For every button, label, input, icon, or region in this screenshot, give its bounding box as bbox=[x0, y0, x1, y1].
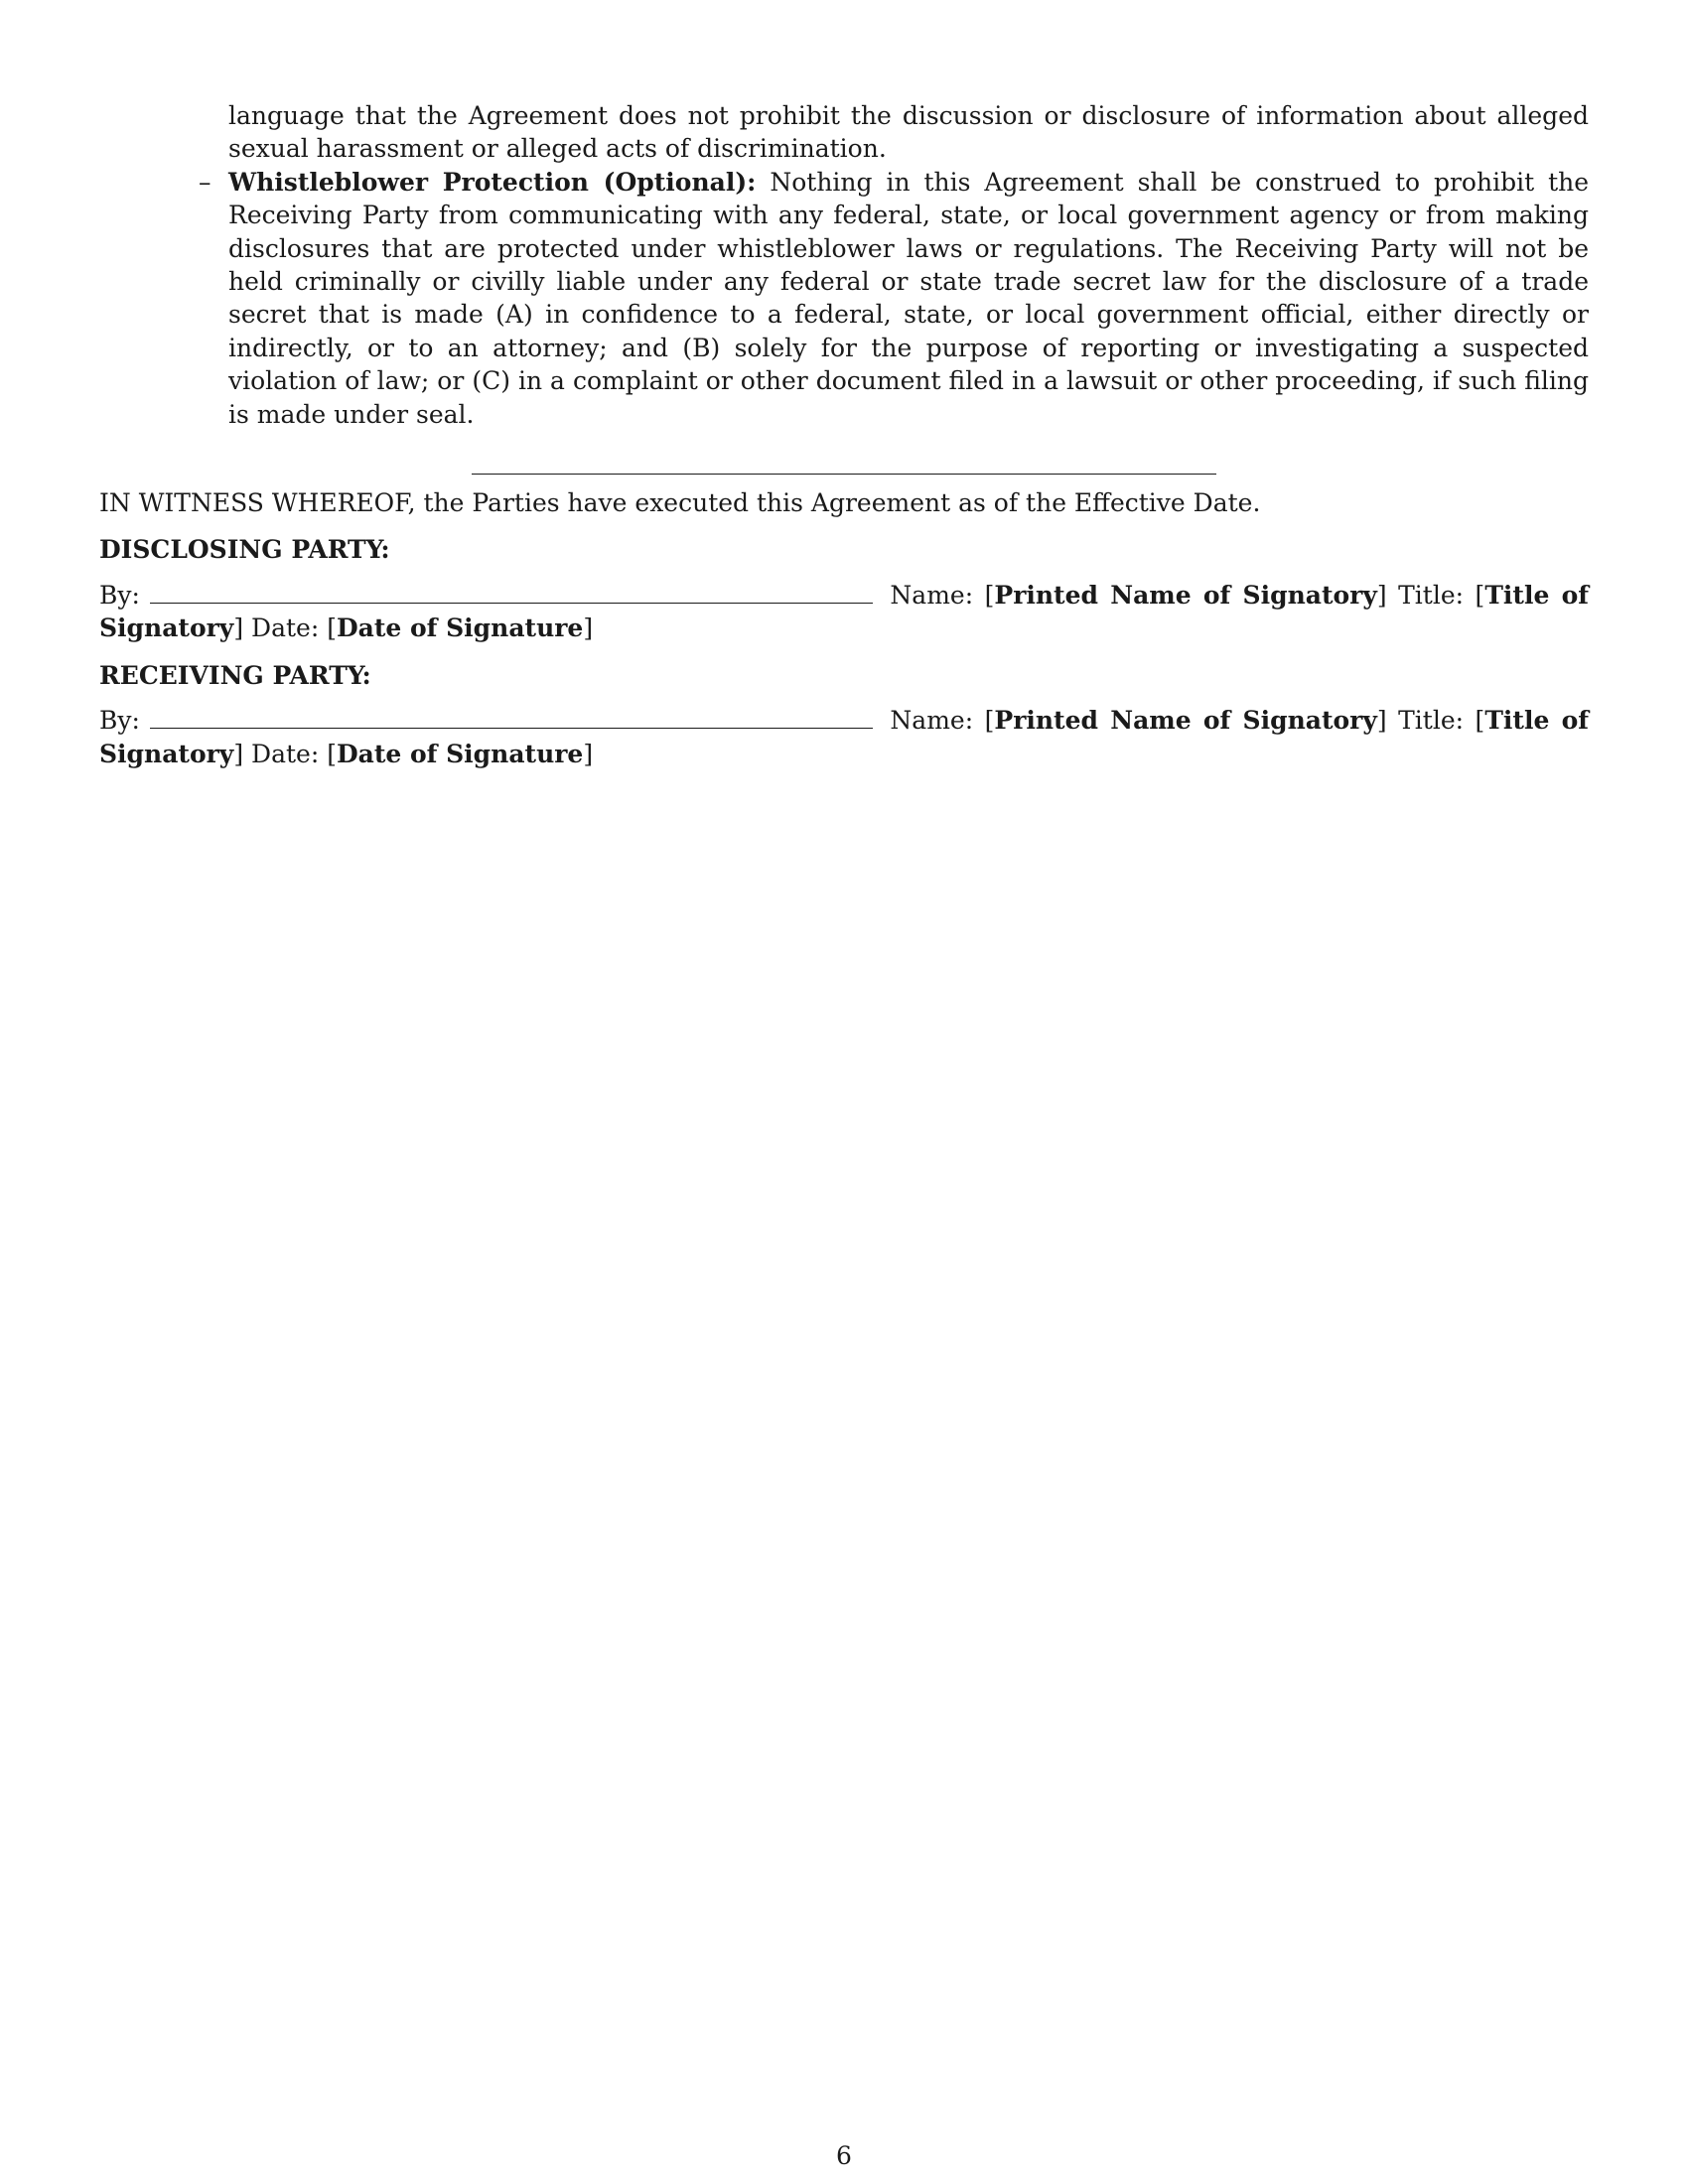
receiving-party-signature-block: By: Name: [Printed Name of Signatory] Title: [Title of Signatory] Date: [Date of Signature] bbox=[99, 706, 1590, 768]
section-divider bbox=[472, 474, 1216, 475]
name-placeholder: Printed Name of Signatory bbox=[994, 580, 1377, 610]
date-label: Date: bbox=[251, 614, 320, 643]
date-label: Date: bbox=[251, 739, 320, 768]
continuation-paragraph: language that the Agreement does not prohibit the discussion or disclosure of information about alleged sexual harassment or alleged acts of discrimination. bbox=[228, 101, 1589, 164]
name-label: Name: bbox=[890, 706, 974, 736]
name-placeholder: Printed Name of Signatory bbox=[994, 706, 1377, 736]
whistleblower-body: Nothing in this Agreement shall be construed to prohibit the Receiving Party from communicating with any federal, state, or local government agency or from making disclosures that are protected under whistleblower laws or regulations. The Receiving Party will not be held criminally or civilly liable under any federal or state trade secret law for the disclosure of a trade secret that is made (A) in confidence to a federal, state, or local government official, either directly or indirectly, or to an attorney; and (B) solely for the purpose of reporting or investigating a suspected violation of law; or (C) in a complaint or other document filed in a lawsuit or other proceeding, if such filing is made under seal. bbox=[228, 167, 1590, 429]
whistleblower-list-item bbox=[199, 166, 1590, 431]
document-page bbox=[99, 99, 1589, 770]
witness-statement: IN WITNESS WHEREOF, the Parties have executed this Agreement as of the Effective Date. bbox=[99, 488, 1261, 518]
disclosing-party-signature-block: By: Name: [Printed Name of Signatory] Title: [Title of Signatory] Date: [Date of Signature] bbox=[99, 580, 1590, 643]
page-number: 6 bbox=[836, 2141, 852, 2170]
receiving-party-heading: RECEIVING PARTY: bbox=[99, 660, 371, 690]
by-label: By: bbox=[99, 706, 140, 736]
bullet-dash: – bbox=[199, 167, 211, 197]
title-label: Title: bbox=[1398, 580, 1465, 610]
date-placeholder: Date of Signature bbox=[336, 614, 584, 643]
title-label: Title: bbox=[1398, 706, 1465, 736]
by-label: By: bbox=[99, 580, 140, 610]
title-placeholder: Title of Signatory bbox=[99, 706, 1590, 768]
signature-line[interactable] bbox=[150, 706, 873, 729]
whistleblower-heading: Whistleblower Protection (Optional): bbox=[228, 167, 757, 197]
disclosing-party-heading: DISCLOSING PARTY: bbox=[99, 535, 390, 565]
title-placeholder: Title of Signatory bbox=[99, 580, 1590, 643]
signature-line[interactable] bbox=[150, 581, 873, 604]
date-placeholder: Date of Signature bbox=[336, 739, 584, 768]
name-label: Name: bbox=[890, 580, 974, 610]
